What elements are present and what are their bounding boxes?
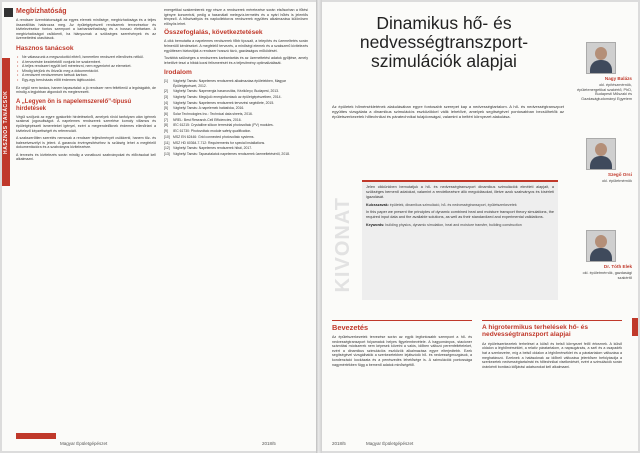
square-bullet-icon [4,8,13,17]
title-line: szimulációk alapjai [371,51,517,71]
author-name: Nagy Balázs [604,76,632,81]
reference-item: [7] NREL: Best Research-Cell Efficiencies, 2016. [164,117,242,122]
abstract-en: In this paper we present the principles of dynamic combined heat and moisture transport theory simulations, the required input data and the available solutions, as well as their standardized and experimental validations. [366,210,554,220]
reference-item: [9] IEC 61730: Photovoltaic module safety qualification. [164,129,252,134]
left-page [2,2,316,451]
edge-tab [632,318,638,336]
list-item: • A rendszert rendszeresen tartsuk karban. [16,73,156,78]
list-item: • A teljes rendszert együtt kell méretezni, nem egyenként az elemeket. [16,64,156,69]
heading-higrotermikus: A higrotermikus terhelések hő- és nedvességtranszport alapjai [482,324,589,339]
reference-item: [12] Vághelyi Tamás: Napelemes rendszerek hibái, 2017. [164,146,253,151]
author-photo [586,230,616,262]
heading-osszefoglalas: Összefoglalás, következtetések [164,29,263,37]
side-tab-text: HASZNOS TANÁCSOK [3,90,9,154]
lead-paragraph: Az épületek hőmérsékletének alakulásában egyre fontosabb szerepet kap a nedvességtartalom. A hő- és nedvességtranszport együttes vizsgálata a dinamikus szimulációs eszközökkel válik lehetővé, amelyek segítségével pontosabban becsülhetők az épületszerkezetek hőtechnikai és páratechnikai tulajdonságai, valamint a beltéri környezet alakulása. [332,104,564,120]
left-column-1 [16,8,156,165]
reference-item: [11] MSZ HD 60364-7-712: Requirements for special installations. [164,140,266,145]
right-page [322,2,638,451]
paragraph: energetikai szakemberek egy része a rendszerek méretezése során elsősorban a fűtési igényre koncentrál, pedig a használati melegvíz-termelés és a nyári hűtés is jelentős tényező. A hőszivattyús és napkollektoros rendszerek együttes alkalmazása különösen előnyös lehet. [164,8,308,26]
list-item: • Egy-egy beruházás előtt érdemes tájékozódni. [16,78,156,83]
article-title [330,14,558,71]
reference-list [164,79,308,156]
reference-item: [2] Vághelyi Tamás: Napenergia hasznosítás, Kézikönyv, Budapest, 2013. [164,89,279,94]
reference-item: [8] IEC 61215: Crystalline silicon terrestrial photovoltaic (PV) modules. [164,123,274,128]
list-item: • Mindig kérjünk és őrizzük meg a dokumentációt. [16,69,156,74]
paragraph: Az épületszerkezetek terhelései a külső és belső környezet felől érkeznek. A külső oldalon a léghőmérséklet, a relatív páratartalom, a napsugárzás, a szél és a csapadék hat a szerkezetre, míg a belső oldalon a léghőmérséklet és a páratartalom változása a meghatározó. Ezeknek a hatásoknak az időbeli változása jelentősen befolyásolja a szerkezetek nedvességtartalmát és hőtechnikai viselkedését, ezért a szimulációk során óránkénti bontású időjárási adatsorokat kell alkalmazni. [482,341,622,369]
reference-item: [3] Vághelyi Tamás: Megújuló energiaforrások az épületgépészetben, 2014. [164,95,282,100]
reference-item: [5] Vághelyi Tamás: A napelemek hatásfoka, 2016. [164,106,245,111]
section-rule [332,320,472,321]
paragraph: A rendszer üzembiztonságát az egyes elemek minősége, megbízhatósága és a teljes összeállítás határozza meg. Az épületgépészeti rendszerek tervezésekor és kivitelezésekor fontos szempont a karbantarthatóság és a hosszú élettartam. A megbízhatóságot csökkenti, ha hiányoznak a szükséges szerelvények és az üzemeltetési utasítások. [16,18,156,41]
abstract-watermark: KIVONAT [331,197,354,293]
author-role: okl. épületmérnök [602,179,632,183]
heading-irodalom: Irodalom [164,69,192,77]
author-name: Szegő Orsi [608,172,632,177]
heading-hirdetesek: A „Legyen ön is napelemszerelő”-típusú hirdetések [16,98,132,112]
title-line: Dinamikus hő- és [376,13,512,33]
reference-item: [4] Vághelyi Tamás: Napelemes rendszerek tervezési segédlete, 2015. [164,100,275,105]
heading-megbizhatosag: Megbízhatóság [16,8,67,15]
keywords-hu: Kulcsszavak: épületek, dinamikus szimuláció, hő- és nedvességtranszport, épületszerkezetek [366,202,517,207]
paragraph: Végül szóljunk az egyre gyakoribb hirdetésekről, amelyek rövid tanfolyam után ígérnek szakmai jogosultságot. A napelemes rendszerek szerelése komoly villamos és épületgépészeti ismereteket igényel, ezért a megrendelőknek érdemes ellenőrizni a kivitelező képzettségét és referenciáit. [16,114,156,133]
keywords-en: Keywords: building physics, dynamic simulation, heat and moisture transfer, building construction [366,223,522,228]
footer-magazine: Magyar Épületgépészet [60,441,108,446]
paragraph: A cikk bemutatta a napelemes rendszerek főbb típusait, a telepítés és üzemeltetés során felmerülő kérdéseket. A megfelelő tervezés, a minőségi elemek és a szakszerű kivitelezés együttesen biztosítják a rendszer hosszú távú, gazdaságos működését. [164,39,308,53]
paragraph: A szakszerűtlen szerelés nemcsak a rendszer teljesítményét csökkenti, hanem tűz- és balesetveszélyt is jelent. A garancia érvényesítéséhez is szükség lehet a megfelelő dokumentációra és a szabványos kivitelezésre. [16,136,156,150]
left-column-2 [164,8,308,158]
title-line: nedvességtranszport- [359,32,529,52]
reference-item: [13] Vághelyi Tamás: Tapasztalatok napelemes rendszerek üzemeltetéséről, 2018. [164,151,290,156]
paragraph: Az épületszerkezetek tervezése során az egyik legfontosabb szempont a hő- és nedvességtranszport folyamatok helyes figyelembevétele. A hagyományos, stacioner számítási módszerek nem képesek követni a valós, időben változó peremfeltételeket, ezért a dinamikus szimulációs eszközök alkalmazása egyre elterjedtebb. Ezek segítségével vizsgálhatók a szerkezetekben lejátszódó hő- és nedvességmozgások, a kondenzáció kockázata és a penészedés lehetősége is. A szimulációk pontossága nagymértékben függ a bemenő adatok minőségétől. [332,335,472,367]
footer-issue: 2018/5 [332,441,346,446]
section-bevezetes [332,324,472,370]
footer-accent [16,433,56,439]
author-role: okl. épületmérnök, gazdasági szakértő [582,271,632,280]
heading-bevezetes: Bevezetés [332,323,369,332]
reference-item: [10] MSZ EN 62446: Grid connected photovoltaic systems. [164,134,255,139]
list-item: • A tervezésbe kezdetektől vonjunk be szakembert. [16,60,156,65]
abstract-box [362,180,558,300]
abstract-hu: Jelen cikkünkben bemutatjuk a hő- és nedvességtranszport dinamikus szimulációk elméleti alapjait, a szükséges bemenő adatokat, valamint a rendelkezésre álló megoldásokat, illetve azok szabványos és kísérleti igazolását. [366,185,554,199]
author-photo [586,138,616,170]
footer-magazine: Magyar Épületgépészet [366,441,414,446]
author-photo [586,42,616,74]
section-higrotermikus [482,324,622,372]
paragraph: Továbbá szükséges a rendszeres karbantartás és az üzemeltetési adatok gyűjtése, amely lehetővé teszi a hibák korai felismerését és a teljesítmény optimalizálását. [164,56,308,65]
paragraph: A tervezés és kivitelezés során mindig a vonatkozó szabványokat és előírásokat kell alkalmazni. [16,152,156,162]
author-role: okl. építészmérnök, épületenergetikai szakértő, PhD, Budapesti Műszaki és Gazdaságtudományi Egyetem [577,83,632,101]
list-item: • Ne válasszunk a megszokottól eltérő, ismeretlen rendszert ellenőrzés nélkül. [16,55,156,60]
heading-hasznos-tanacsok: Hasznos tanácsok [16,44,74,52]
footer-issue: 2018/5 [262,441,276,446]
reference-item: [1] Vághelyi Tamás: Napelemes rendszerek alkalmazása épületekben, Magyar Épületgépészet, 2012. [164,79,287,88]
paragraph: Ez végül nem tanács, hanem tapasztalat: a jó rendszer nem feltétlenül a legdrágább, de mindig a legjobban átgondolt és megtervezett. [16,85,156,95]
author-name: Dr. Tóth Elek [603,264,632,269]
reference-item: [6] Solar Technologies Inc.: Technical data sheets, 2016. [164,112,253,117]
section-rule [482,320,622,321]
